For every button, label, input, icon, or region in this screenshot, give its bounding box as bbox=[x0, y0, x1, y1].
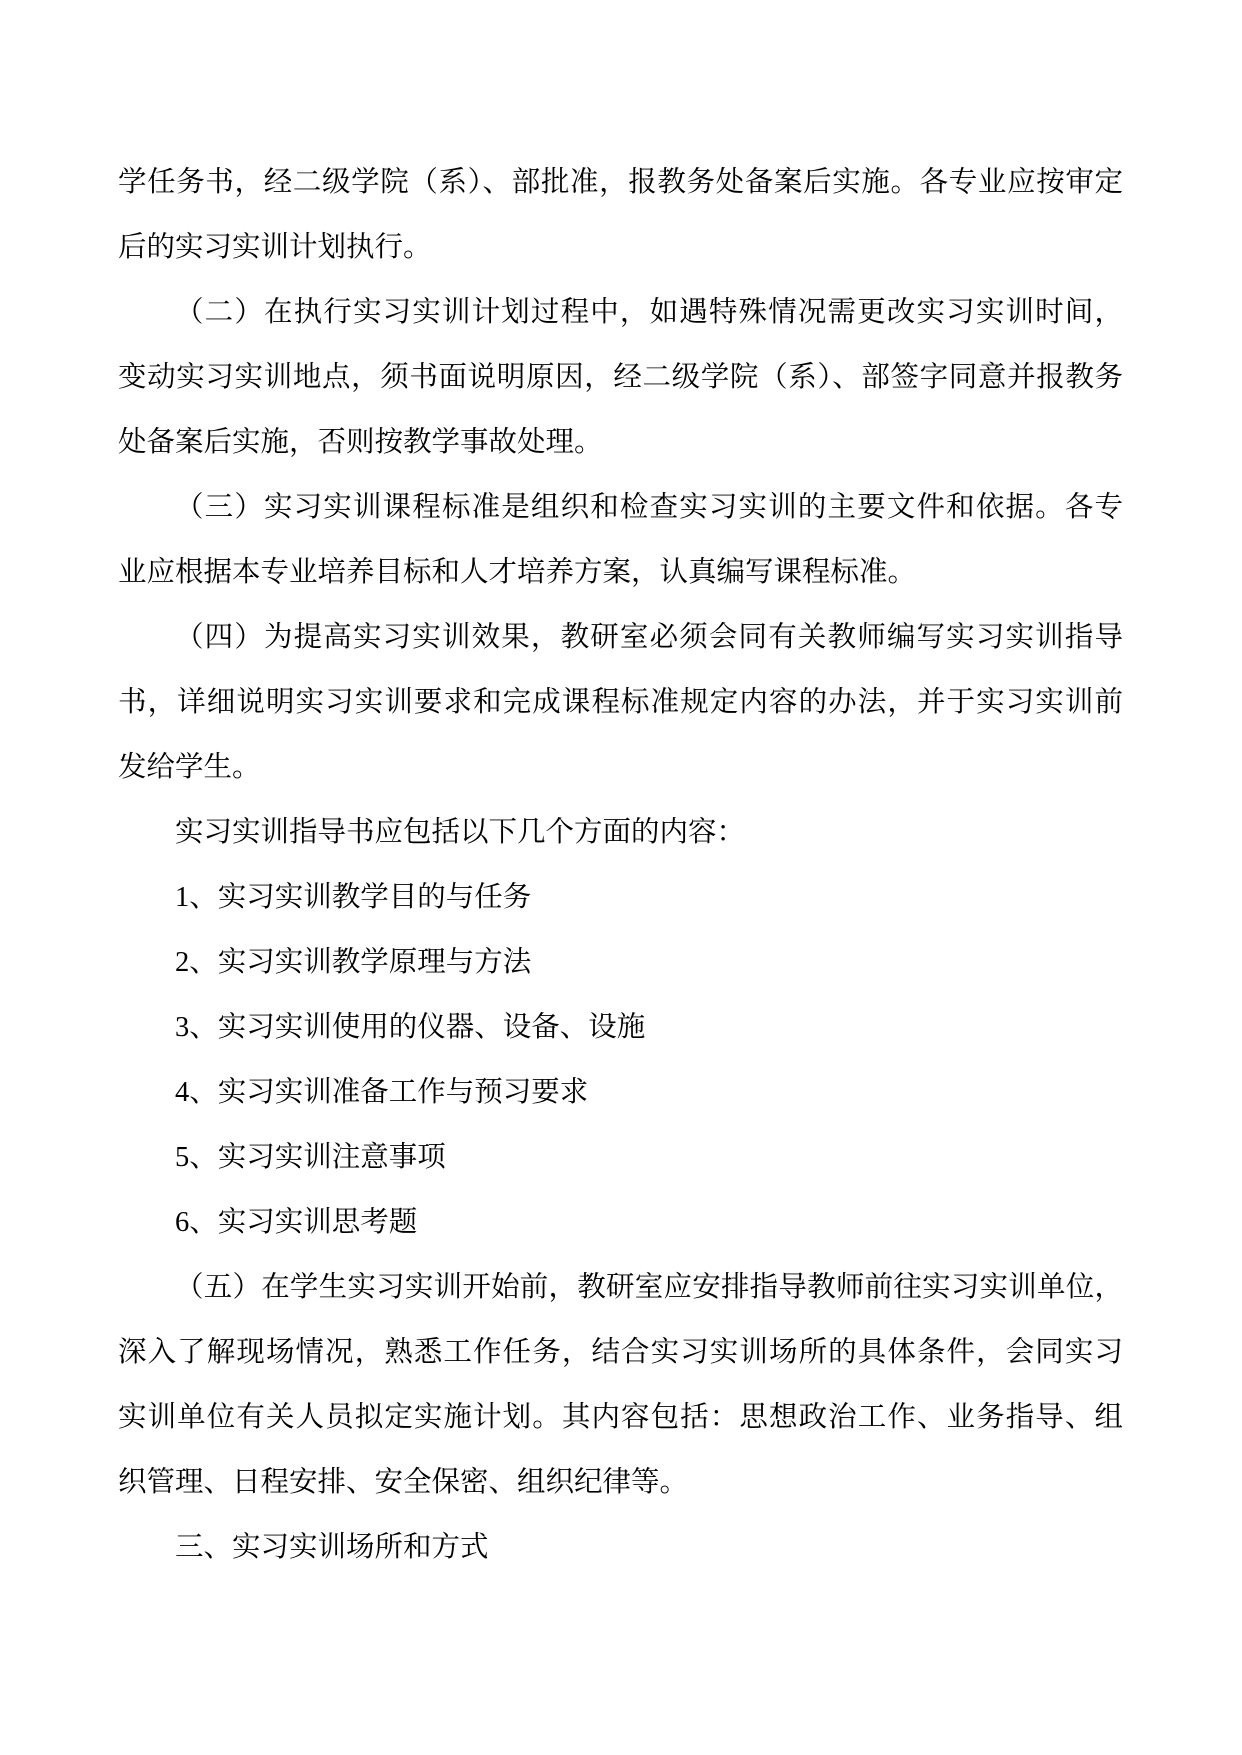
text-line: 处备案后实施，否则按教学事故处理。 bbox=[118, 427, 603, 458]
text-line: 学任务书，经二级学院（系）、部批准，报教务处备案后实施。各专业应按审定 bbox=[118, 167, 1123, 198]
text-line: 变动实习实训地点，须书面说明原因，经二级学院（系）、部签字同意并报教务 bbox=[118, 362, 1123, 393]
text-line: （三）实习实训课程标准是组织和检查实习实训的主要文件和依据。各专 bbox=[175, 492, 1123, 523]
text-line: 实习实训指导书应包括以下几个方面的内容： bbox=[175, 817, 746, 848]
text-line: 书，详细说明实习实训要求和完成课程标准规定内容的办法，并于实习实训前 bbox=[118, 687, 1123, 718]
list-item: 5、实习实训注意事项 bbox=[175, 1142, 446, 1173]
list-item: 4、实习实训准备工作与预习要求 bbox=[175, 1077, 589, 1108]
text-line: 织管理、日程安排、安全保密、组织纪律等。 bbox=[118, 1467, 689, 1498]
document-body bbox=[118, 150, 1123, 1580]
list-item: 2、实习实训教学原理与方法 bbox=[175, 947, 532, 978]
text-line: （四）为提高实习实训效果，教研室必须会同有关教师编写实习实训指导 bbox=[175, 622, 1123, 653]
text-line: 实训单位有关人员拟定实施计划。其内容包括：思想政治工作、业务指导、组 bbox=[118, 1402, 1123, 1433]
list-item: 3、实习实训使用的仪器、设备、设施 bbox=[175, 1012, 646, 1043]
text-line: 后的实习实训计划执行。 bbox=[118, 232, 432, 263]
text-line: （二）在执行实习实训计划过程中，如遇特殊情况需更改实习实训时间， bbox=[175, 297, 1123, 328]
text-line: （五）在学生实习实训开始前，教研室应安排指导教师前往实习实训单位， bbox=[175, 1272, 1123, 1303]
list-item: 6、实习实训思考题 bbox=[175, 1207, 418, 1238]
list-item: 1、实习实训教学目的与任务 bbox=[175, 882, 532, 913]
text-line: 业应根据本专业培养目标和人才培养方案，认真编写课程标准。 bbox=[118, 557, 917, 588]
text-line: 深入了解现场情况，熟悉工作任务，结合实习实训场所的具体条件，会同实习 bbox=[118, 1337, 1123, 1368]
section-heading: 三、实习实训场所和方式 bbox=[175, 1532, 489, 1563]
text-line: 发给学生。 bbox=[118, 752, 261, 783]
